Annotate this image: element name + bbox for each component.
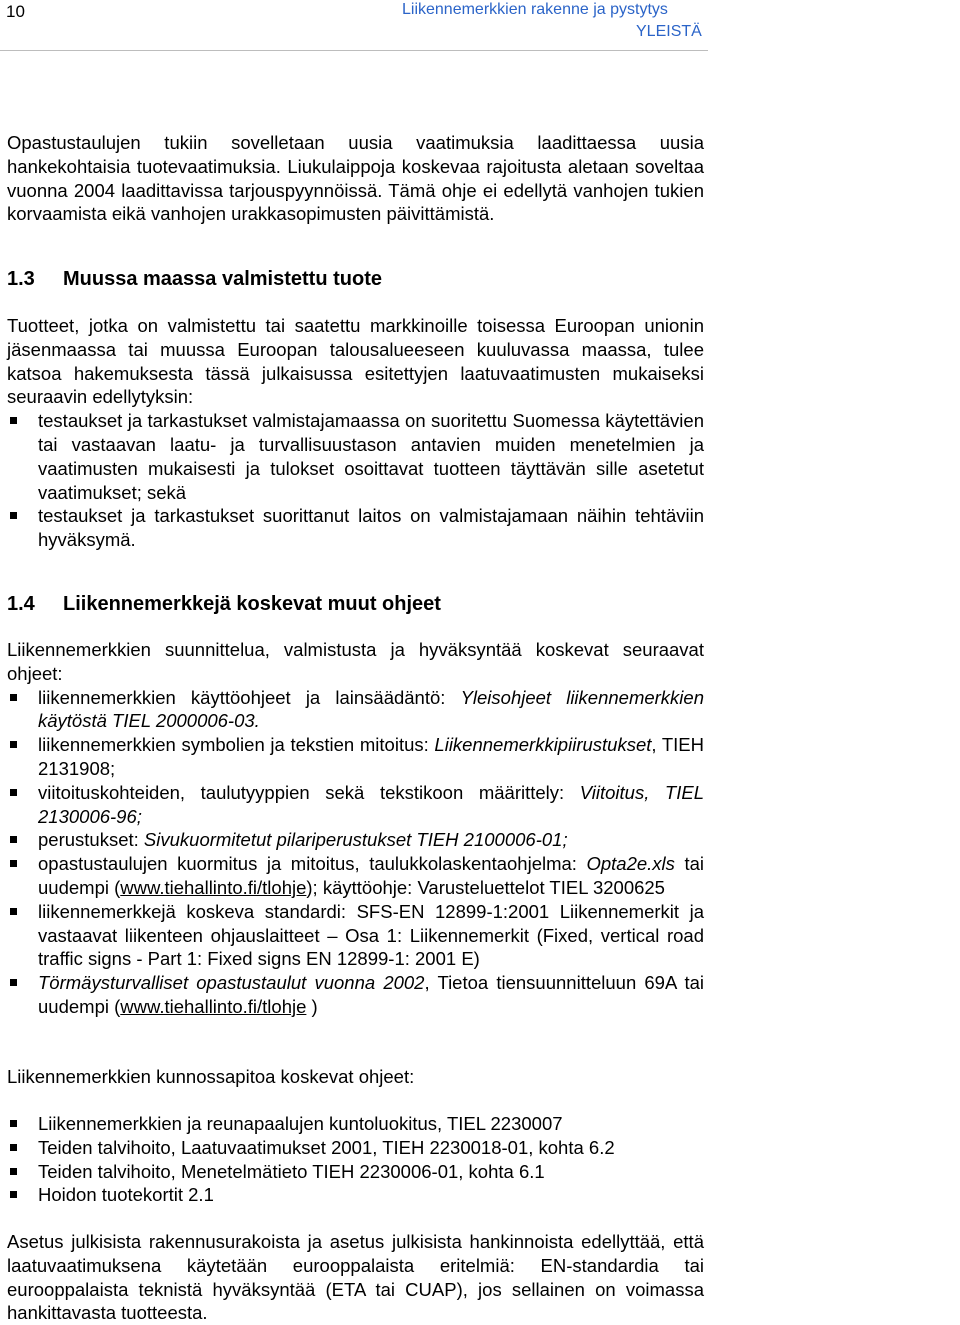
section-1-4-heading [7, 592, 441, 616]
bullet-square-icon [10, 1120, 17, 1127]
maintenance-section [7, 1065, 704, 1089]
running-header-title: Liikennemerkkien rakenne ja pystytys [402, 1, 668, 18]
tlohje-link[interactable]: www.tiehallinto.fi/tlohje [120, 995, 307, 1017]
intro-paragraph [7, 131, 704, 226]
maintenance-intro: Liikennemerkkien kunnossapitoa koskevat ohjeet: [7, 1066, 415, 1087]
page-number: 10 [6, 2, 25, 21]
list-item: liikennemerkkien käyttöohjeet ja lainsäädäntö: Yleisohjeet liikennemerkkien käytöstä TIEL 2000006-03. [7, 686, 704, 734]
section-intro: Liikennemerkkien suunnittelua, valmistusta ja hyväksyntää koskevat seuraavat ohjeet: [7, 639, 704, 684]
bullet-square-icon [10, 836, 17, 843]
list-item: liikennemerkkejä koskeva standardi: SFS-EN 12899-1:2001 Liikennemerkit ja vastaavat liikenteen ohjauslaitteet – Osa 1: Liikennemerkit (Fixed, vertical road traffic signs - Part 1: Fixed signs EN 12899-1: 2001 E) [7, 900, 704, 971]
bullet-square-icon [10, 1144, 17, 1151]
section-1-4-body [7, 638, 704, 1019]
bullet-square-icon [10, 417, 17, 424]
list-item: opastustaulujen kuormitus ja mitoitus, taulukkolaskentaohjelma: Opta2e.xls tai uudempi (www.tiehallinto.fi/tlohje); käyttöohje: Varusteluettelot TIEL 3200625 [7, 852, 704, 900]
guidelines-list [7, 686, 704, 1019]
requirements-list [7, 409, 704, 552]
bullet-square-icon [10, 789, 17, 796]
list-item: Hoidon tuotekortit 2.1 [7, 1183, 704, 1207]
section-paragraph: Tuotteet, jotka on valmistettu tai saatettu markkinoille toisessa Euroopan unionin jäsenmaassa tai muussa Euroopan talousalueeseen kuuluvassa maassa, tulee katsoa hakemuksesta tässä julkaisussa esitettyjen laatuvaatimusten mukaiseksi seuraavin edellytyksin: [7, 315, 704, 408]
list-item: Teiden talvihoito, Laatuvaatimukset 2001, TIEH 2230018-01, kohta 6.2 [7, 1136, 704, 1160]
bullet-square-icon [10, 979, 17, 986]
list-item: Törmäysturvalliset opastustaulut vuonna 2002, Tietoa tiensuunnitteluun 69A tai uudempi (www.tiehallinto.fi/tlohje ) [7, 971, 704, 1019]
tlohje-link[interactable]: www.tiehallinto.fi/tlohje [120, 876, 307, 898]
bullet-square-icon [10, 860, 17, 867]
maintenance-list [7, 1112, 704, 1207]
running-header-section: YLEISTÄ [636, 23, 702, 40]
bullet-square-icon [10, 694, 17, 701]
bullet-square-icon [10, 741, 17, 748]
bullet-square-icon [10, 1191, 17, 1198]
list-item: liikennemerkkien symbolien ja tekstien mitoitus: Liikennemerkkipiirustukset, TIEH 2131908; [7, 733, 704, 781]
intro-text: Opastustaulujen tukiin sovelletaan uusia vaatimuksia laadittaessa uusia hankekohtaisia tuotevaatimuksia. Liukulaippoja koskevaa rajoitusta aletaan soveltaa vuonna 2004 laadittavissa tarjouspyynnöissä. Tämä ohje ei edellytä vanhojen tukien korvaamista eikä vanhojen urakkasopimusten päivittämistä. [7, 132, 704, 225]
section-title: Muussa maassa valmistettu tuote [63, 268, 382, 290]
section-1-3-body [7, 314, 704, 552]
bullet-square-icon [10, 1168, 17, 1175]
list-item: viitoituskohteiden, taulutyyppien sekä tekstikoon määrittely: Viitoitus, TIEL 2130006-96; [7, 781, 704, 829]
closing-paragraph [7, 1230, 704, 1325]
list-item: testaukset ja tarkastukset suorittanut laitos on valmistajamaan näihin tehtäviin hyväksymä. [7, 504, 704, 552]
list-item: testaukset ja tarkastukset valmistajamaassa on suoritettu Suomessa käytettävien tai vastaavan laatu- ja turvallisuustason antavien muiden menetelmien ja vaatimusten mukaisesti ja tulokset osoittavat tuotteen täyttävän sille asetetut vaatimukset; sekä [7, 409, 704, 504]
section-title: Liikennemerkkejä koskevat muut ohjeet [63, 593, 441, 615]
header-divider [0, 50, 708, 51]
bullet-square-icon [10, 512, 17, 519]
bullet-square-icon [10, 908, 17, 915]
section-number: 1.3 [7, 268, 35, 290]
closing-text: Asetus julkisista rakennusurakoista ja asetus julkisista hankinnoista edellyttää, että laatuvaatimuksena käytetään eurooppalaista eritelmiä: EN-standardia tai eurooppalaista teknistä hyväksyntää (ETA tai CUAP), jos sellainen on voimassa hankittavasta tuotteesta. [7, 1231, 704, 1324]
list-item: Liikennemerkkien ja reunapaalujen kuntoluokitus, TIEL 2230007 [7, 1112, 704, 1136]
list-item: Teiden talvihoito, Menetelmätieto TIEH 2230006-01, kohta 6.1 [7, 1160, 704, 1184]
list-item: perustukset: Sivukuormitetut pilariperustukset TIEH 2100006-01; [7, 828, 704, 852]
section-number: 1.4 [7, 593, 35, 615]
maintenance-list-block [7, 1112, 704, 1207]
section-1-3-heading [7, 267, 382, 291]
